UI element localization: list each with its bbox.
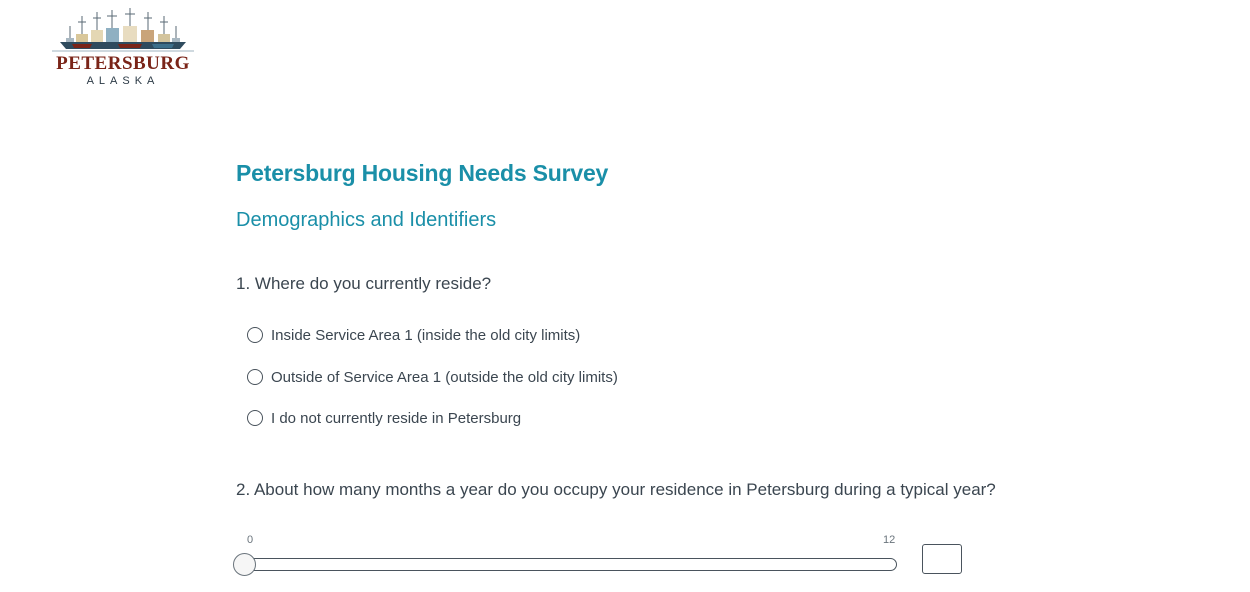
question-2-title: 2. About how many months a year do you occupy your residence in Petersburg during a typical year? — [236, 480, 996, 499]
slider-thumb-icon[interactable] — [233, 553, 256, 576]
option-not-reside-petersburg[interactable] — [247, 407, 521, 429]
petersburg-logo — [48, 8, 198, 87]
fishing-boats-icon — [52, 8, 194, 52]
logo-wordmark: PETERSBURG — [56, 53, 190, 74]
question-1-title: 1. Where do you currently reside? — [236, 274, 492, 293]
radio-icon[interactable] — [247, 369, 263, 385]
option-label: Outside of Service Area 1 (outside the old city limits) — [271, 368, 618, 386]
option-inside-service-area[interactable] — [247, 324, 580, 346]
survey-title: Petersburg Housing Needs Survey — [236, 160, 609, 186]
radio-icon[interactable] — [247, 410, 263, 426]
slider-min-label: 0 — [247, 534, 254, 546]
months-slider-track[interactable] — [240, 558, 897, 571]
slider-max-label: 12 — [883, 534, 896, 546]
logo-subtitle: ALASKA — [86, 75, 160, 87]
option-outside-service-area[interactable] — [247, 366, 618, 388]
months-value-input[interactable] — [922, 544, 962, 574]
option-label: Inside Service Area 1 (inside the old city limits) — [271, 326, 581, 344]
radio-icon[interactable] — [247, 327, 263, 343]
page-title: Demographics and Identifiers — [236, 209, 497, 231]
option-label: I do not currently reside in Petersburg — [271, 409, 522, 427]
